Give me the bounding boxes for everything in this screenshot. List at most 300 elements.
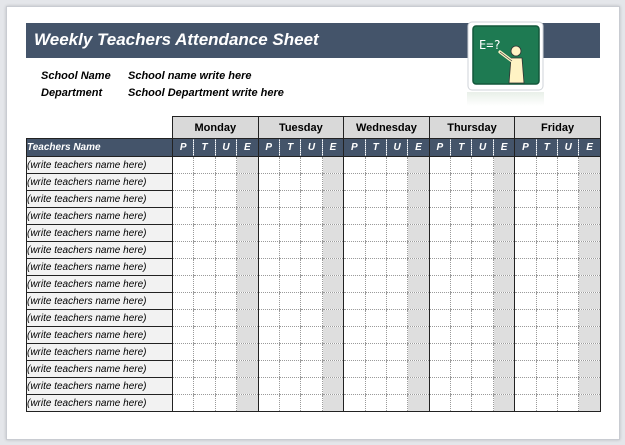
attendance-cell[interactable] [386,378,407,395]
attendance-cell[interactable] [493,378,514,395]
attendance-cell[interactable] [258,378,279,395]
attendance-cell[interactable] [173,242,194,259]
attendance-cell[interactable] [301,293,322,310]
attendance-cell[interactable] [579,259,600,276]
attendance-cell[interactable] [322,259,343,276]
attendance-cell[interactable] [194,395,215,412]
attendance-cell[interactable] [258,208,279,225]
attendance-cell[interactable] [301,208,322,225]
attendance-cell[interactable] [301,259,322,276]
attendance-cell[interactable] [579,327,600,344]
attendance-cell[interactable] [536,378,557,395]
attendance-cell[interactable] [429,378,450,395]
attendance-cell[interactable] [536,157,557,174]
attendance-cell[interactable] [579,157,600,174]
attendance-cell[interactable] [322,344,343,361]
attendance-cell[interactable] [258,361,279,378]
attendance-cell[interactable] [301,242,322,259]
attendance-cell[interactable] [579,293,600,310]
attendance-cell[interactable] [579,242,600,259]
attendance-cell[interactable] [237,378,258,395]
attendance-cell[interactable] [558,310,579,327]
attendance-cell[interactable] [408,361,429,378]
attendance-cell[interactable] [237,395,258,412]
attendance-cell[interactable] [344,259,365,276]
attendance-cell[interactable] [365,191,386,208]
attendance-cell[interactable] [279,225,300,242]
attendance-cell[interactable] [365,174,386,191]
attendance-cell[interactable] [194,174,215,191]
attendance-cell[interactable] [579,310,600,327]
attendance-cell[interactable] [515,208,536,225]
attendance-cell[interactable] [536,310,557,327]
attendance-cell[interactable] [558,344,579,361]
attendance-cell[interactable] [173,276,194,293]
attendance-cell[interactable] [237,242,258,259]
attendance-cell[interactable] [279,242,300,259]
attendance-cell[interactable] [515,310,536,327]
attendance-cell[interactable] [472,191,493,208]
attendance-cell[interactable] [386,191,407,208]
attendance-cell[interactable] [279,293,300,310]
attendance-cell[interactable] [515,395,536,412]
attendance-cell[interactable] [365,225,386,242]
attendance-cell[interactable] [558,327,579,344]
attendance-cell[interactable] [386,157,407,174]
attendance-cell[interactable] [322,225,343,242]
attendance-cell[interactable] [515,378,536,395]
attendance-cell[interactable] [472,293,493,310]
teacher-name-cell[interactable]: (write teachers name here) [27,276,173,293]
attendance-cell[interactable] [451,361,472,378]
attendance-cell[interactable] [215,361,236,378]
attendance-cell[interactable] [237,293,258,310]
attendance-cell[interactable] [408,242,429,259]
attendance-cell[interactable] [194,242,215,259]
attendance-cell[interactable] [579,276,600,293]
attendance-cell[interactable] [215,310,236,327]
attendance-cell[interactable] [408,378,429,395]
attendance-cell[interactable] [258,310,279,327]
attendance-cell[interactable] [536,225,557,242]
attendance-cell[interactable] [579,344,600,361]
attendance-cell[interactable] [429,191,450,208]
attendance-cell[interactable] [237,276,258,293]
teacher-name-cell[interactable]: (write teachers name here) [27,361,173,378]
teacher-name-cell[interactable]: (write teachers name here) [27,344,173,361]
teacher-name-cell[interactable]: (write teachers name here) [27,327,173,344]
attendance-cell[interactable] [515,259,536,276]
attendance-cell[interactable] [386,327,407,344]
teacher-name-cell[interactable]: (write teachers name here) [27,395,173,412]
attendance-cell[interactable] [408,259,429,276]
attendance-cell[interactable] [173,293,194,310]
attendance-cell[interactable] [515,327,536,344]
attendance-cell[interactable] [344,361,365,378]
attendance-cell[interactable] [386,344,407,361]
attendance-cell[interactable] [386,276,407,293]
attendance-cell[interactable] [558,208,579,225]
attendance-cell[interactable] [194,327,215,344]
attendance-cell[interactable] [515,344,536,361]
attendance-cell[interactable] [472,259,493,276]
attendance-cell[interactable] [365,208,386,225]
teacher-name-cell[interactable]: (write teachers name here) [27,157,173,174]
attendance-cell[interactable] [451,276,472,293]
attendance-cell[interactable] [365,259,386,276]
attendance-cell[interactable] [386,293,407,310]
attendance-cell[interactable] [194,208,215,225]
attendance-cell[interactable] [386,395,407,412]
attendance-cell[interactable] [558,191,579,208]
attendance-cell[interactable] [344,242,365,259]
attendance-cell[interactable] [344,225,365,242]
attendance-cell[interactable] [472,327,493,344]
attendance-cell[interactable] [237,361,258,378]
attendance-cell[interactable] [515,242,536,259]
attendance-cell[interactable] [429,157,450,174]
attendance-cell[interactable] [493,242,514,259]
attendance-cell[interactable] [493,157,514,174]
attendance-cell[interactable] [173,191,194,208]
attendance-cell[interactable] [408,293,429,310]
attendance-cell[interactable] [322,395,343,412]
attendance-cell[interactable] [173,327,194,344]
attendance-cell[interactable] [258,327,279,344]
attendance-cell[interactable] [237,344,258,361]
attendance-cell[interactable] [258,242,279,259]
attendance-cell[interactable] [322,174,343,191]
attendance-cell[interactable] [194,344,215,361]
attendance-cell[interactable] [194,276,215,293]
attendance-cell[interactable] [536,191,557,208]
attendance-cell[interactable] [472,378,493,395]
attendance-cell[interactable] [429,208,450,225]
attendance-cell[interactable] [215,208,236,225]
attendance-cell[interactable] [515,361,536,378]
attendance-cell[interactable] [515,293,536,310]
attendance-cell[interactable] [472,225,493,242]
attendance-cell[interactable] [215,344,236,361]
attendance-cell[interactable] [558,293,579,310]
attendance-cell[interactable] [215,174,236,191]
attendance-cell[interactable] [536,259,557,276]
attendance-cell[interactable] [258,191,279,208]
attendance-cell[interactable] [194,225,215,242]
attendance-cell[interactable] [194,259,215,276]
attendance-cell[interactable] [558,242,579,259]
attendance-cell[interactable] [322,378,343,395]
attendance-cell[interactable] [258,157,279,174]
attendance-cell[interactable] [237,310,258,327]
attendance-cell[interactable] [536,361,557,378]
attendance-cell[interactable] [579,191,600,208]
attendance-cell[interactable] [558,157,579,174]
attendance-cell[interactable] [301,276,322,293]
attendance-cell[interactable] [194,361,215,378]
attendance-cell[interactable] [536,276,557,293]
attendance-cell[interactable] [301,225,322,242]
attendance-cell[interactable] [408,174,429,191]
attendance-cell[interactable] [493,310,514,327]
attendance-cell[interactable] [237,225,258,242]
attendance-cell[interactable] [194,157,215,174]
attendance-cell[interactable] [365,327,386,344]
attendance-cell[interactable] [344,344,365,361]
attendance-cell[interactable] [515,157,536,174]
attendance-cell[interactable] [258,225,279,242]
attendance-cell[interactable] [322,191,343,208]
attendance-cell[interactable] [408,344,429,361]
attendance-cell[interactable] [322,293,343,310]
attendance-cell[interactable] [386,208,407,225]
attendance-cell[interactable] [344,293,365,310]
attendance-cell[interactable] [279,344,300,361]
teacher-name-cell[interactable]: (write teachers name here) [27,208,173,225]
attendance-cell[interactable] [194,293,215,310]
attendance-cell[interactable] [536,327,557,344]
attendance-cell[interactable] [365,242,386,259]
attendance-cell[interactable] [472,174,493,191]
attendance-cell[interactable] [408,395,429,412]
attendance-cell[interactable] [515,225,536,242]
attendance-cell[interactable] [451,293,472,310]
attendance-cell[interactable] [173,259,194,276]
attendance-cell[interactable] [493,276,514,293]
attendance-cell[interactable] [173,208,194,225]
attendance-cell[interactable] [579,174,600,191]
attendance-cell[interactable] [558,174,579,191]
teacher-name-cell[interactable]: (write teachers name here) [27,293,173,310]
attendance-cell[interactable] [451,378,472,395]
attendance-cell[interactable] [258,276,279,293]
attendance-cell[interactable] [451,191,472,208]
attendance-cell[interactable] [279,276,300,293]
attendance-cell[interactable] [493,344,514,361]
attendance-cell[interactable] [408,327,429,344]
attendance-cell[interactable] [279,174,300,191]
attendance-cell[interactable] [472,395,493,412]
attendance-cell[interactable] [279,191,300,208]
attendance-cell[interactable] [173,310,194,327]
teacher-name-cell[interactable]: (write teachers name here) [27,378,173,395]
teacher-name-cell[interactable]: (write teachers name here) [27,242,173,259]
attendance-cell[interactable] [536,293,557,310]
attendance-cell[interactable] [322,327,343,344]
attendance-cell[interactable] [215,378,236,395]
attendance-cell[interactable] [194,310,215,327]
teacher-name-cell[interactable]: (write teachers name here) [27,191,173,208]
attendance-cell[interactable] [194,191,215,208]
attendance-cell[interactable] [279,378,300,395]
attendance-cell[interactable] [386,259,407,276]
attendance-cell[interactable] [279,157,300,174]
attendance-cell[interactable] [579,395,600,412]
attendance-cell[interactable] [493,174,514,191]
teacher-name-cell[interactable]: (write teachers name here) [27,310,173,327]
attendance-cell[interactable] [579,361,600,378]
attendance-cell[interactable] [237,174,258,191]
attendance-cell[interactable] [215,191,236,208]
attendance-cell[interactable] [451,327,472,344]
attendance-cell[interactable] [215,242,236,259]
attendance-cell[interactable] [579,378,600,395]
attendance-cell[interactable] [258,174,279,191]
attendance-cell[interactable] [493,225,514,242]
attendance-cell[interactable] [322,157,343,174]
attendance-cell[interactable] [579,225,600,242]
attendance-cell[interactable] [365,276,386,293]
attendance-cell[interactable] [173,157,194,174]
attendance-cell[interactable] [173,225,194,242]
attendance-cell[interactable] [472,361,493,378]
attendance-cell[interactable] [451,157,472,174]
attendance-cell[interactable] [493,395,514,412]
attendance-cell[interactable] [301,327,322,344]
attendance-cell[interactable] [451,395,472,412]
attendance-cell[interactable] [451,225,472,242]
attendance-cell[interactable] [429,276,450,293]
attendance-cell[interactable] [215,395,236,412]
attendance-cell[interactable] [301,191,322,208]
attendance-cell[interactable] [493,259,514,276]
attendance-cell[interactable] [536,395,557,412]
attendance-cell[interactable] [558,259,579,276]
attendance-cell[interactable] [365,344,386,361]
attendance-cell[interactable] [365,378,386,395]
attendance-cell[interactable] [558,378,579,395]
attendance-cell[interactable] [451,259,472,276]
attendance-cell[interactable] [258,344,279,361]
attendance-cell[interactable] [536,242,557,259]
attendance-cell[interactable] [579,208,600,225]
attendance-cell[interactable] [429,259,450,276]
attendance-cell[interactable] [386,174,407,191]
attendance-cell[interactable] [279,310,300,327]
attendance-cell[interactable] [472,242,493,259]
attendance-cell[interactable] [215,276,236,293]
attendance-cell[interactable] [194,378,215,395]
attendance-cell[interactable] [386,242,407,259]
attendance-cell[interactable] [344,395,365,412]
attendance-cell[interactable] [215,293,236,310]
attendance-cell[interactable] [279,361,300,378]
attendance-cell[interactable] [344,174,365,191]
attendance-cell[interactable] [558,395,579,412]
attendance-cell[interactable] [536,344,557,361]
attendance-cell[interactable] [472,157,493,174]
attendance-cell[interactable] [472,310,493,327]
attendance-cell[interactable] [322,242,343,259]
attendance-cell[interactable] [472,344,493,361]
attendance-cell[interactable] [237,191,258,208]
attendance-cell[interactable] [493,361,514,378]
attendance-cell[interactable] [173,344,194,361]
attendance-cell[interactable] [258,395,279,412]
attendance-cell[interactable] [279,327,300,344]
attendance-cell[interactable] [429,344,450,361]
attendance-cell[interactable] [429,310,450,327]
attendance-cell[interactable] [237,327,258,344]
attendance-cell[interactable] [515,174,536,191]
attendance-cell[interactable] [215,327,236,344]
attendance-cell[interactable] [429,174,450,191]
attendance-cell[interactable] [408,310,429,327]
attendance-cell[interactable] [279,208,300,225]
attendance-cell[interactable] [322,276,343,293]
attendance-cell[interactable] [173,361,194,378]
attendance-cell[interactable] [215,225,236,242]
attendance-cell[interactable] [215,157,236,174]
attendance-cell[interactable] [344,191,365,208]
attendance-cell[interactable] [173,174,194,191]
attendance-cell[interactable] [344,208,365,225]
attendance-cell[interactable] [451,310,472,327]
attendance-cell[interactable] [472,276,493,293]
attendance-cell[interactable] [344,310,365,327]
attendance-cell[interactable] [451,174,472,191]
attendance-cell[interactable] [451,208,472,225]
attendance-cell[interactable] [322,208,343,225]
attendance-cell[interactable] [493,327,514,344]
attendance-cell[interactable] [237,157,258,174]
attendance-cell[interactable] [365,157,386,174]
attendance-cell[interactable] [408,191,429,208]
attendance-cell[interactable] [558,225,579,242]
attendance-cell[interactable] [215,259,236,276]
attendance-cell[interactable] [322,310,343,327]
attendance-cell[interactable] [258,293,279,310]
attendance-cell[interactable] [408,208,429,225]
attendance-cell[interactable] [237,259,258,276]
attendance-cell[interactable] [451,242,472,259]
attendance-cell[interactable] [515,191,536,208]
attendance-cell[interactable] [493,208,514,225]
attendance-cell[interactable] [237,208,258,225]
attendance-cell[interactable] [515,276,536,293]
attendance-cell[interactable] [258,259,279,276]
attendance-cell[interactable] [173,378,194,395]
attendance-cell[interactable] [173,395,194,412]
attendance-cell[interactable] [322,361,343,378]
attendance-cell[interactable] [344,378,365,395]
attendance-cell[interactable] [365,310,386,327]
attendance-cell[interactable] [558,361,579,378]
attendance-cell[interactable] [536,174,557,191]
attendance-cell[interactable] [386,310,407,327]
attendance-cell[interactable] [365,395,386,412]
attendance-cell[interactable] [558,276,579,293]
teacher-name-cell[interactable]: (write teachers name here) [27,225,173,242]
teacher-name-cell[interactable]: (write teachers name here) [27,174,173,191]
attendance-cell[interactable] [472,208,493,225]
attendance-cell[interactable] [429,293,450,310]
attendance-cell[interactable] [365,293,386,310]
attendance-cell[interactable] [344,157,365,174]
attendance-cell[interactable] [386,225,407,242]
attendance-cell[interactable] [429,361,450,378]
attendance-cell[interactable] [279,259,300,276]
attendance-cell[interactable] [493,191,514,208]
attendance-cell[interactable] [429,395,450,412]
attendance-cell[interactable] [344,276,365,293]
attendance-cell[interactable] [301,310,322,327]
attendance-cell[interactable] [301,174,322,191]
attendance-cell[interactable] [386,361,407,378]
attendance-cell[interactable] [429,242,450,259]
attendance-cell[interactable] [301,157,322,174]
teacher-name-cell[interactable]: (write teachers name here) [27,259,173,276]
